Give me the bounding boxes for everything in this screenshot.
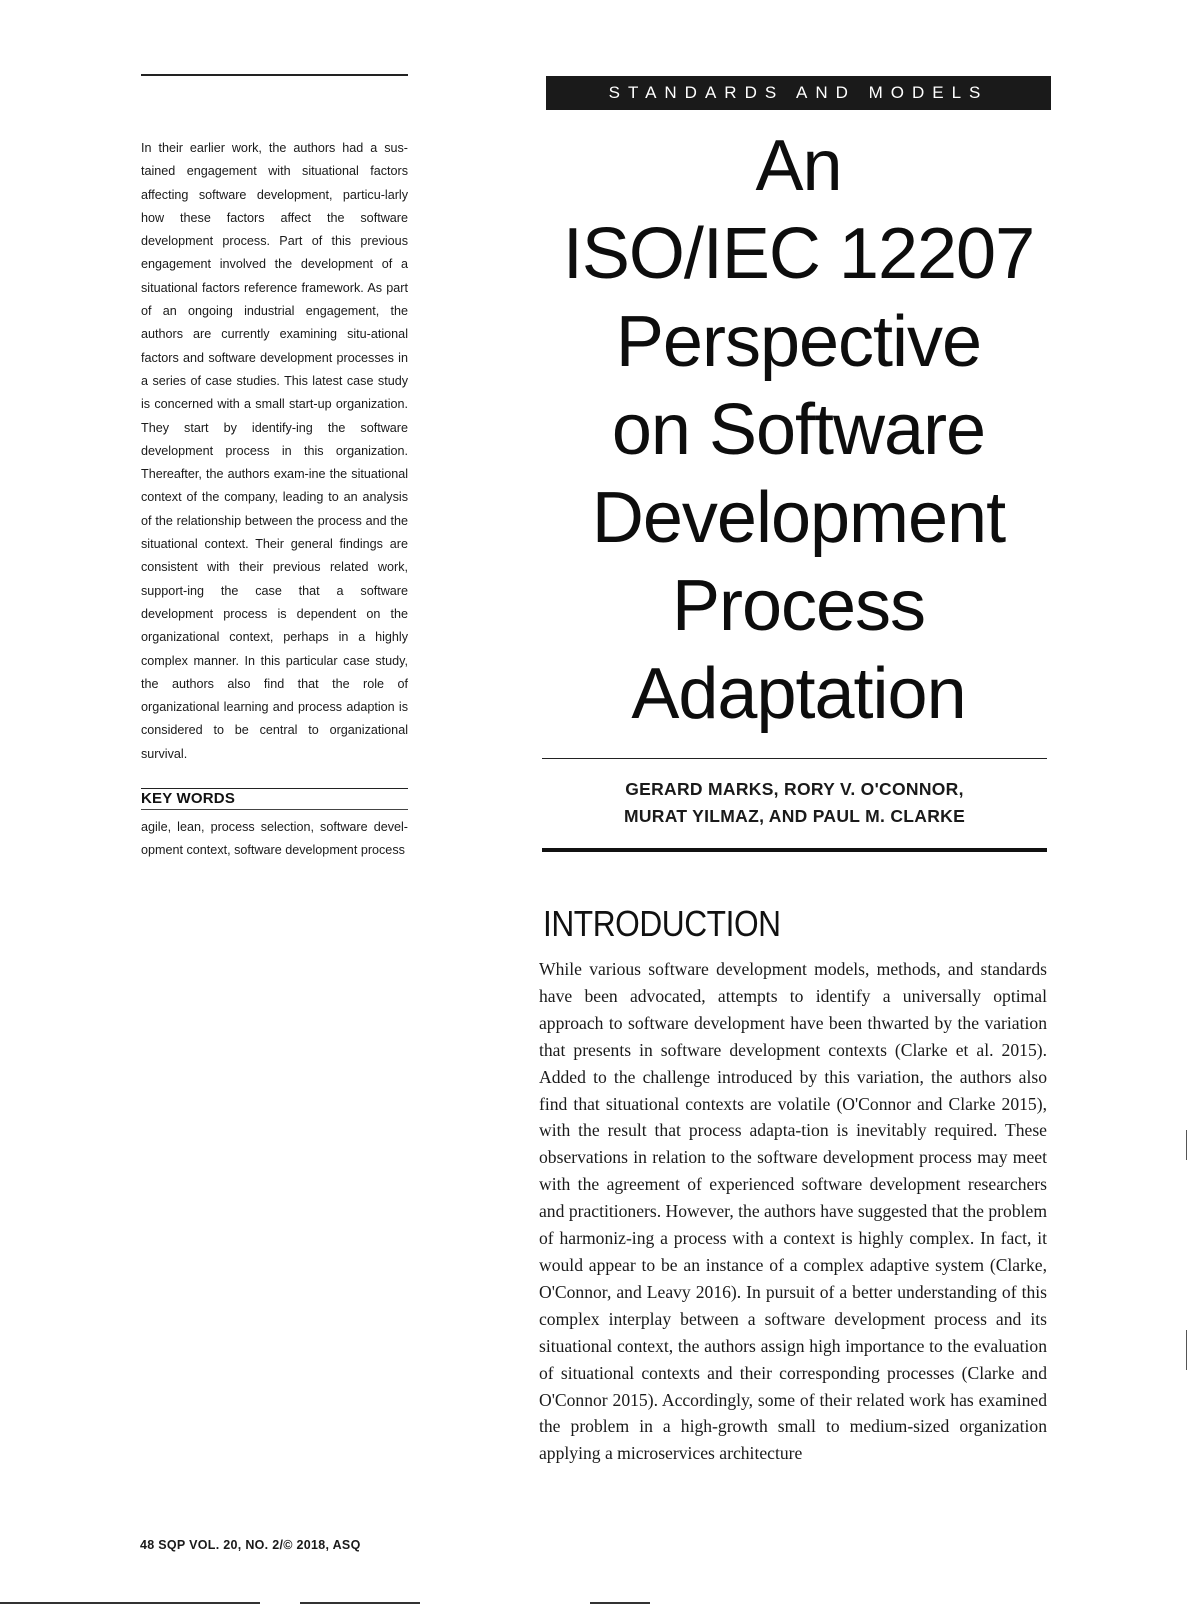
keywords-heading: KEY WORDS (141, 790, 236, 807)
author-line: MURAT YILMAZ, AND PAUL M. CLARKE (623, 806, 966, 826)
section-banner (546, 76, 1051, 110)
title-line: Process (671, 566, 926, 646)
title-line: Perspective (615, 302, 982, 382)
title-line: ISO/IEC 12207 (562, 214, 1035, 294)
author-list (542, 776, 1047, 830)
scan-edge-line (0, 1602, 1191, 1605)
keywords-text: agile, lean, process selection, software devel-opment context, software development process (141, 820, 408, 858)
introduction-heading: INTRODUCTION (543, 903, 781, 944)
authors-top-rule (542, 758, 1047, 759)
abstract-text: In their earlier work, the authors had a sus-tained engagement with situational factors affecting software development, particu-larly how these factors affect the software development process. Part of this previous engagement involved the development of a situational factors reference framework. As part of an ongoing industrial engagement, the authors are currently examining situ-ational factors and software development processes in a series of case studies. This latest case study is concerned with a small start-up organization. They start by identify-ing the software development process in this organization. Thereafter, the authors exam-ine the situational context of the company, leading to an analysis of the relationship between the process and the situational context. Their general findings are consistent with their previous related work, support-ing the case that a software development process is dependent on the organizational context, perhaps in a highly complex manner. In this particular case study, the authors also find that the role of organizational learning and process adaption is considered to be central to organizational survival. (141, 141, 408, 761)
page-footer: 48 SQP VOL. 20, NO. 2/© 2018, ASQ (140, 1538, 361, 1552)
authors-bottom-rule (542, 848, 1047, 852)
title-line: Adaptation (631, 654, 966, 734)
scan-margin-mark (1186, 1330, 1187, 1370)
title-line: An (755, 126, 842, 206)
author-line: GERARD MARKS, RORY V. O'CONNOR, (625, 779, 964, 799)
introduction-text: While various software development models, methods, and standards have been advocated, attempts to identify a universally optimal approach to software development have been thwarted by the variation that presents in software development contexts (Clarke et al. 2015). Added to the challenge introduced by this variation, the authors also find that situational contexts are volatile (O'Connor and Clarke 2015), with the result that process adapta-tion is inevitably required. These observations in relation to the software development process may meet with the agreement of experienced software development researchers and practitioners. However, the authors have suggested that the problem of harmoniz-ing a process with a context is highly complex. In fact, it would appear to be an instance of a complex adaptive system (Clarke, O'Connor, and Leavy 2016). In pursuit of a better understanding of this complex interplay between a software development process and its situational context, the authors assign high importance to the evaluation of situational contexts and their corresponding processes (Clarke and O'Connor 2015). Accordingly, some of their related work has examined the problem in a high-growth small to medium-sized organization applying a microservices architecture (539, 959, 1047, 1464)
top-rule (141, 74, 408, 76)
scan-margin-mark (1186, 1130, 1187, 1160)
title-line: Development (591, 478, 1006, 558)
section-banner-label: STANDARDS AND MODELS (608, 83, 989, 102)
article-title (546, 122, 1051, 738)
keywords-rule (141, 788, 408, 789)
title-line: on Software (611, 390, 986, 470)
keywords-underline (141, 809, 408, 810)
